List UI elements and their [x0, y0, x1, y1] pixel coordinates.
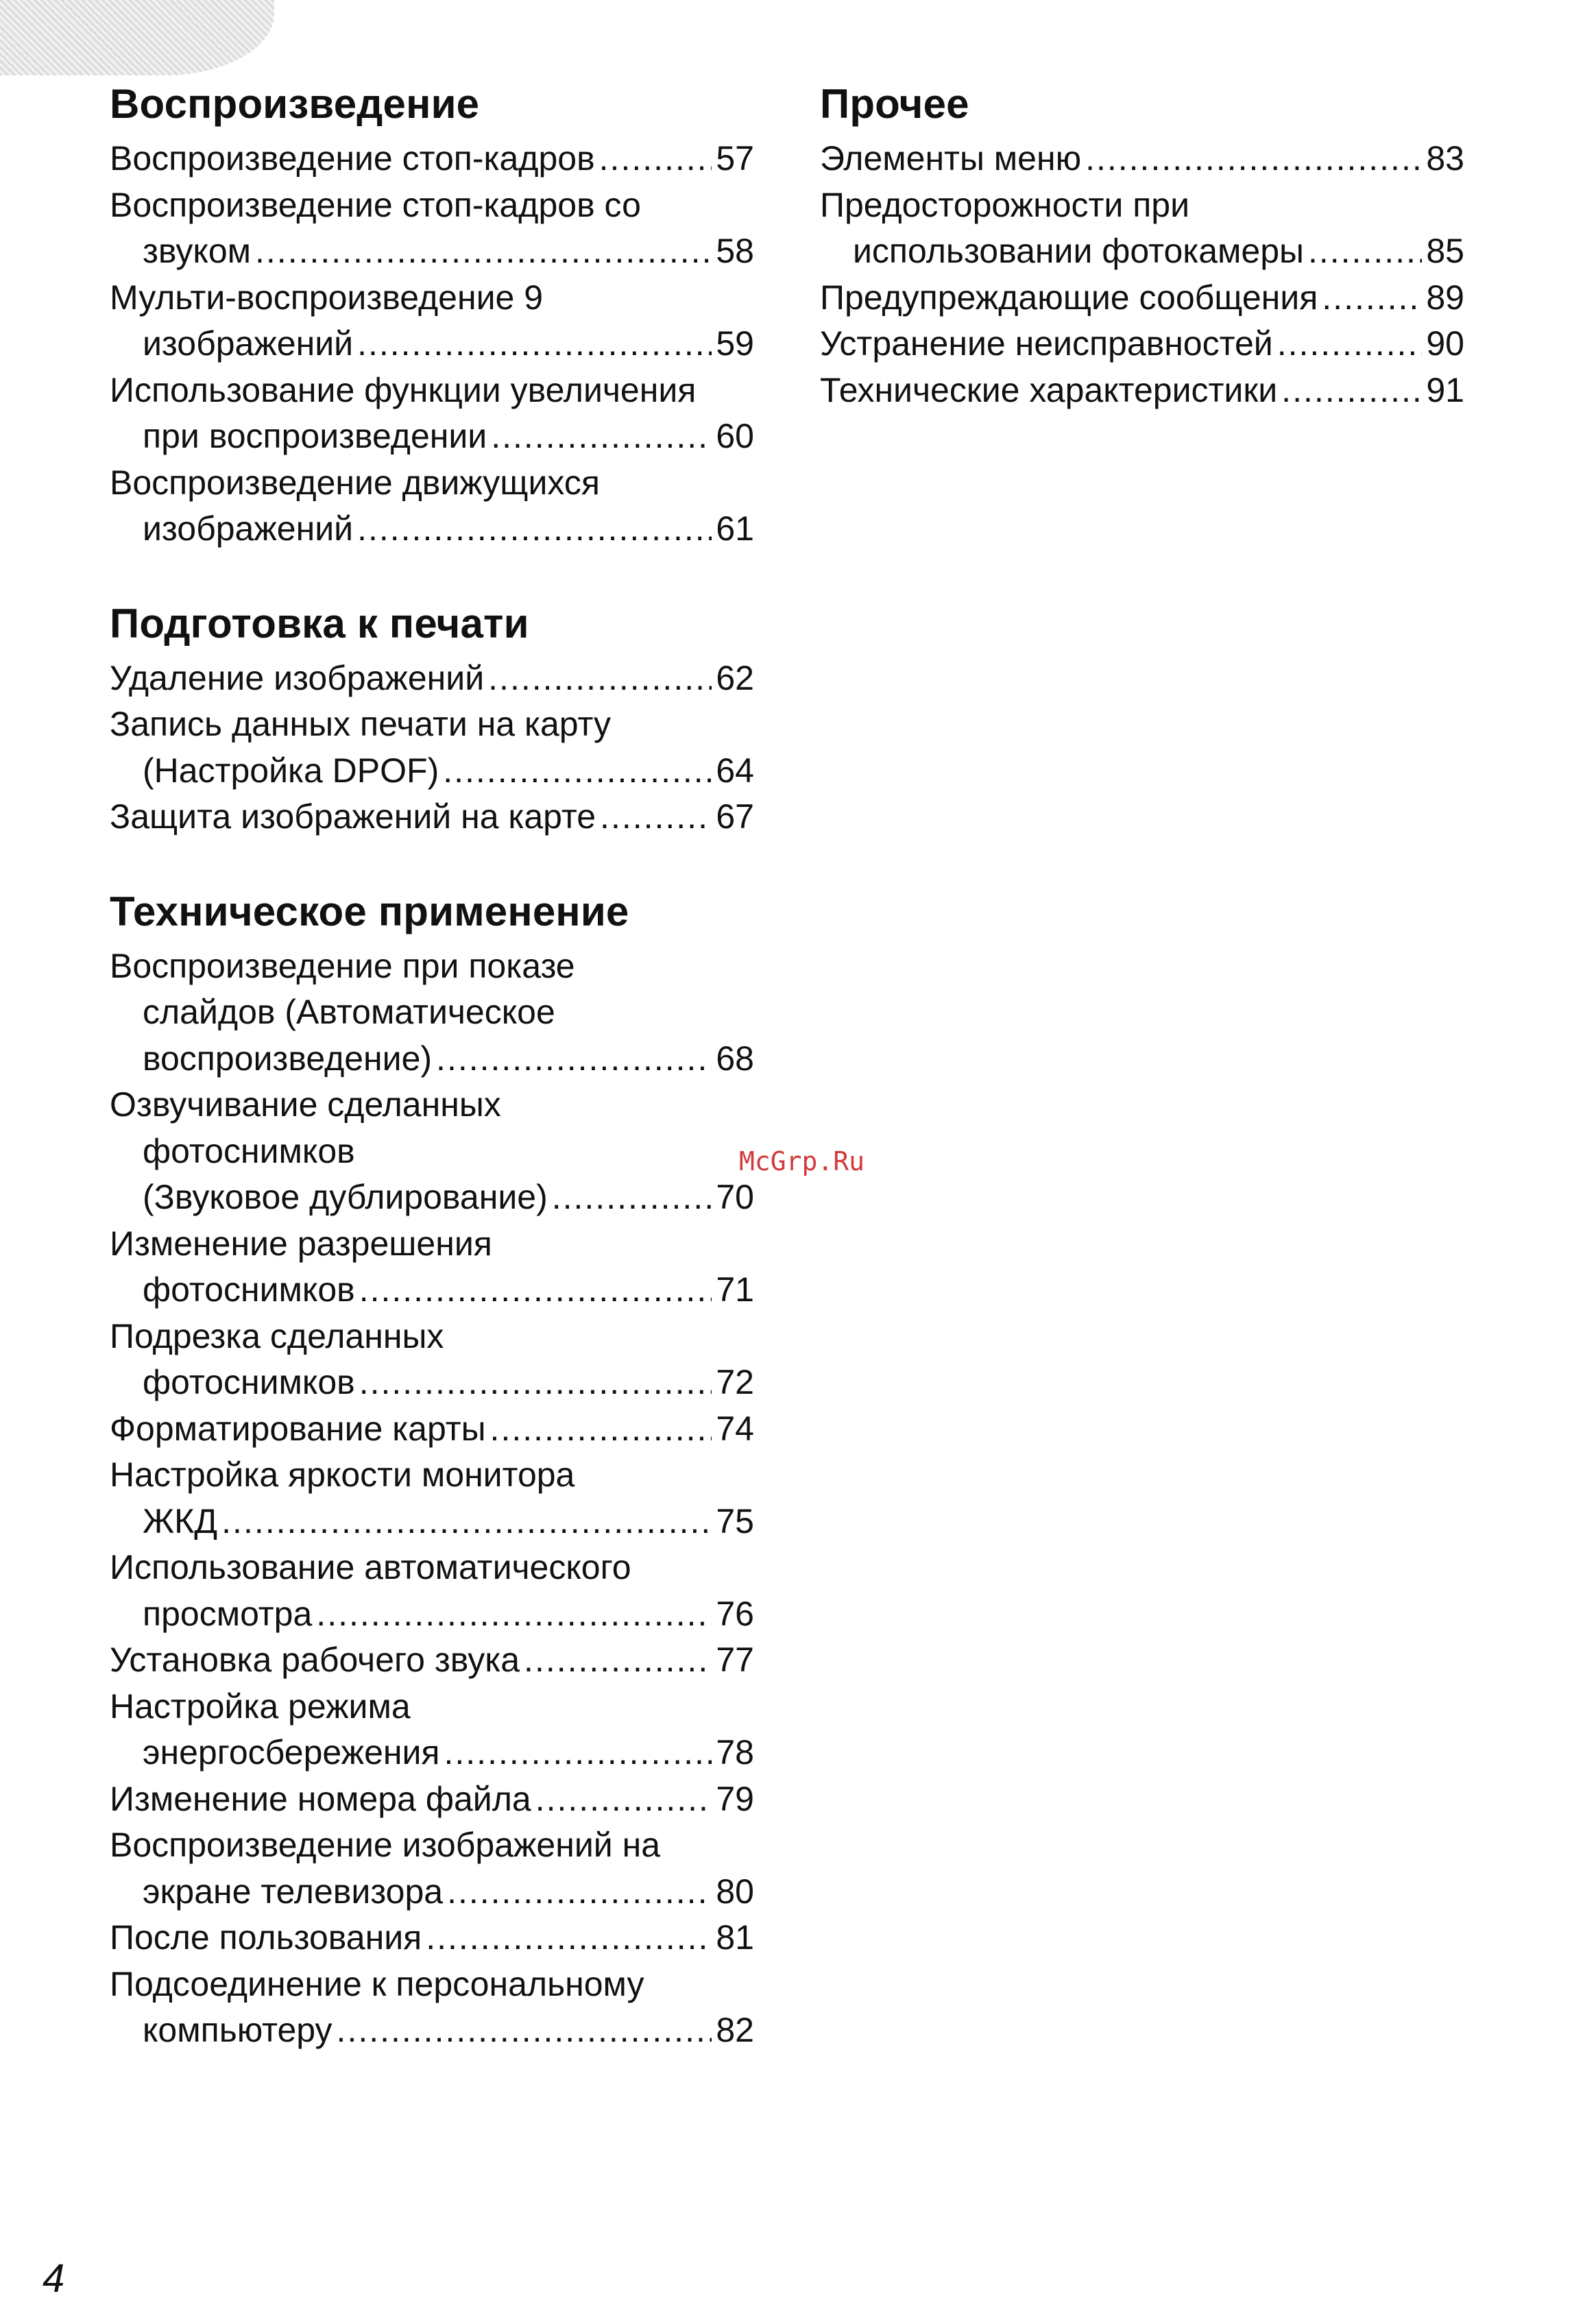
toc-entry-title: фотоснимков: [143, 1270, 355, 1309]
toc-entry-line: [110, 1869, 754, 1915]
toc-entry-line: [110, 321, 754, 367]
toc-entry-title: Изменение номера файла: [110, 1779, 531, 1818]
toc-page-number: 91: [1426, 370, 1464, 409]
toc-page-number: 68: [716, 1039, 754, 1078]
toc-entry[interactable]: [110, 943, 754, 1083]
toc-entry-title: (Настройка DPOF): [143, 751, 439, 790]
toc-entry-line: [110, 1776, 754, 1823]
toc-entry-line: [110, 228, 754, 275]
toc-entry-title: Элементы меню: [820, 139, 1082, 178]
toc-left-column: [110, 77, 754, 2098]
toc-entry-line: [110, 794, 754, 841]
toc-page-number: 77: [716, 1641, 754, 1679]
section-heading: Подготовка к печати: [110, 600, 529, 646]
toc-entry-line: Озвучивание сделанных: [110, 1085, 501, 1124]
toc-entry-line: [110, 136, 754, 182]
toc-entry[interactable]: [110, 1961, 754, 2054]
section-heading: Воспроизведение: [110, 81, 480, 127]
toc-entry-line: [110, 506, 754, 553]
toc-page-number: 78: [716, 1733, 754, 1772]
toc-entry[interactable]: [820, 182, 1464, 275]
dot-leader: [552, 1174, 712, 1221]
toc-entry[interactable]: [110, 1637, 754, 1684]
toc-entry-line: фотоснимков: [143, 1131, 355, 1170]
toc-entry[interactable]: [110, 136, 754, 182]
toc-entry[interactable]: [820, 275, 1464, 322]
toc-entry[interactable]: [110, 367, 754, 460]
toc-page-number: 81: [716, 1918, 754, 1957]
toc-entry-title: использовании фотокамеры: [853, 232, 1304, 270]
toc-page-number: 80: [716, 1872, 754, 1911]
toc-entry-line: Подсоединение к персональному: [110, 1964, 644, 2003]
dot-leader: [1085, 136, 1422, 182]
toc-page-number: 60: [716, 417, 754, 455]
dot-leader: [600, 794, 712, 841]
toc-entry[interactable]: [110, 1915, 754, 1961]
toc-entry[interactable]: [110, 1314, 754, 1406]
toc-entry-title: энергосбережения: [143, 1733, 440, 1772]
toc-entry-line: [820, 275, 1464, 322]
toc-entry-line: [110, 1591, 754, 1638]
toc-entry-title: воспроизведение): [143, 1039, 433, 1078]
toc-entry[interactable]: [110, 1082, 754, 1221]
dot-leader: [337, 2007, 712, 2054]
toc-entry-title: Устранение неисправностей: [820, 324, 1273, 363]
dot-leader: [359, 1267, 712, 1314]
toc-page-number: 83: [1426, 139, 1464, 178]
toc-entry-title: изображений: [143, 509, 354, 548]
toc-entry[interactable]: [110, 1406, 754, 1453]
toc-entry-title: Удаление изображений: [110, 658, 485, 697]
dot-leader: [599, 136, 712, 182]
toc-entry-line: [110, 1499, 754, 1545]
toc-page-number: 70: [716, 1178, 754, 1216]
dot-leader: [359, 1359, 712, 1406]
toc-entry-line: [110, 655, 754, 702]
dot-leader: [491, 413, 712, 460]
toc-entry[interactable]: [820, 321, 1464, 367]
toc-entry-title: звуком: [143, 232, 252, 270]
toc-section: [110, 596, 754, 841]
dot-leader: [357, 506, 712, 553]
toc-entry[interactable]: [820, 367, 1464, 414]
toc-page-number: 75: [716, 1501, 754, 1540]
toc-entry[interactable]: [110, 1776, 754, 1823]
toc-entry[interactable]: [110, 1822, 754, 1915]
toc-entry-title: просмотра: [143, 1594, 313, 1633]
dot-leader: [1322, 275, 1422, 322]
dot-leader: [490, 1406, 712, 1453]
toc-entry-line: Настройка режима: [110, 1687, 411, 1726]
toc-page-number: 82: [716, 2011, 754, 2049]
toc-entry-line: Использование автоматического: [110, 1548, 631, 1586]
toc-entry-title: компьютеру: [143, 2011, 332, 2049]
toc-entry-line: [110, 1406, 754, 1453]
dot-leader: [443, 748, 712, 795]
toc-entry[interactable]: [110, 1545, 754, 1637]
toc-page-number: 58: [716, 232, 754, 270]
toc-entry-line: [110, 1174, 754, 1221]
toc-entry-line: Воспроизведение изображений на: [110, 1826, 661, 1864]
toc-entry-line: Подрезка сделанных: [110, 1316, 444, 1355]
toc-page-number: 67: [716, 797, 754, 836]
toc-entry-line: Запись данных печати на карту: [110, 705, 611, 743]
toc-entry-line: Воспроизведение при показе: [110, 946, 575, 985]
toc-entry[interactable]: [110, 275, 754, 367]
dot-leader: [488, 655, 712, 702]
toc-entry-line: [820, 321, 1464, 367]
toc-entry-line: Изменение разрешения: [110, 1224, 492, 1263]
toc-entry-line: Воспроизведение движущихся: [110, 463, 600, 502]
dot-leader: [255, 228, 712, 275]
toc-page-number: 76: [716, 1594, 754, 1633]
toc-entry-line: слайдов (Автоматическое: [143, 993, 555, 1031]
toc-entry-line: [820, 136, 1464, 182]
toc-entry[interactable]: [110, 1221, 754, 1314]
toc-entry-title: Защита изображений на карте: [110, 797, 596, 836]
toc-entry-line: [110, 1730, 754, 1776]
toc-entry-line: Использование функции увеличения: [110, 370, 697, 409]
toc-entry[interactable]: [820, 136, 1464, 182]
toc-entry-title: После пользования: [110, 1918, 422, 1957]
dot-leader: [221, 1499, 712, 1545]
toc-entry[interactable]: [110, 701, 754, 794]
toc-page-number: 61: [716, 509, 754, 548]
toc-page-number: 89: [1426, 278, 1464, 317]
toc-entry-title: Установка рабочего звука: [110, 1641, 520, 1679]
toc-entry-title: (Звуковое дублирование): [143, 1178, 548, 1216]
toc-entry-title: Форматирование карты: [110, 1409, 486, 1448]
toc-page-number: 64: [716, 751, 754, 790]
toc-entry-line: [110, 748, 754, 795]
toc-entry-title: Предупреждающие сообщения: [820, 278, 1318, 317]
toc-entry-title: ЖКД: [143, 1501, 218, 1540]
toc-entry-line: [110, 1359, 754, 1406]
dot-leader: [444, 1730, 712, 1776]
toc-page-number: 90: [1426, 324, 1464, 363]
dot-leader: [535, 1776, 712, 1823]
dot-leader: [524, 1637, 712, 1684]
section-heading: Техническое применение: [110, 888, 629, 934]
toc-entry-title: Технические характеристики: [820, 370, 1278, 409]
toc-entry-line: [110, 1036, 754, 1083]
toc-entry-line: [110, 2007, 754, 2054]
toc-entry[interactable]: [110, 655, 754, 702]
watermark: McGrp.Ru: [739, 1146, 865, 1176]
page-number: 4: [43, 2256, 65, 2301]
toc-page-number: 85: [1426, 232, 1464, 270]
dot-leader: [1277, 321, 1423, 367]
toc-entry[interactable]: [110, 1684, 754, 1776]
toc-page-number: 57: [716, 139, 754, 178]
toc-entry-line: [110, 1637, 754, 1684]
toc-entry-title: при воспроизведении: [143, 417, 487, 455]
toc-entry-title: фотоснимков: [143, 1363, 355, 1401]
toc-entry-line: [110, 413, 754, 460]
dot-leader: [1281, 367, 1422, 414]
toc-page-number: 72: [716, 1363, 754, 1401]
toc-page-number: 59: [716, 324, 754, 363]
toc-entry-line: Мульти-воспроизведение 9: [110, 278, 544, 317]
toc-entry-title: Воспроизведение стоп-кадров: [110, 139, 595, 178]
toc-entry-title: экране телевизора: [143, 1872, 444, 1911]
section-heading: Прочее: [820, 81, 969, 127]
toc-right-column: [820, 77, 1464, 457]
toc-section: [110, 884, 754, 2054]
toc-entry-line: [820, 228, 1464, 275]
toc-page-number: 71: [716, 1270, 754, 1309]
dot-leader: [426, 1915, 712, 1961]
toc-entry-title: изображений: [143, 324, 354, 363]
toc-page-number: 62: [716, 658, 754, 697]
toc-section: [110, 77, 754, 553]
dot-leader: [436, 1036, 712, 1083]
dot-leader: [357, 321, 712, 367]
toc-entry[interactable]: [110, 182, 754, 275]
dot-leader: [447, 1869, 712, 1915]
toc-entry[interactable]: [110, 1452, 754, 1545]
toc-entry[interactable]: [110, 460, 754, 553]
toc-entry-line: Настройка яркости монитора: [110, 1455, 575, 1494]
dot-leader: [1308, 228, 1422, 275]
scan-artifact: [0, 0, 274, 75]
toc-page-number: 79: [716, 1779, 754, 1818]
toc-entry-line: [110, 1915, 754, 1961]
toc-page-number: 74: [716, 1409, 754, 1448]
toc-entry-line: [820, 367, 1464, 414]
toc-section: [820, 77, 1464, 413]
toc-entry-line: Предосторожности при: [820, 185, 1190, 224]
toc-entry[interactable]: [110, 794, 754, 841]
toc-entry-line: Воспроизведение стоп-кадров со: [110, 185, 641, 224]
toc-entry-line: [110, 1267, 754, 1314]
dot-leader: [316, 1591, 712, 1638]
